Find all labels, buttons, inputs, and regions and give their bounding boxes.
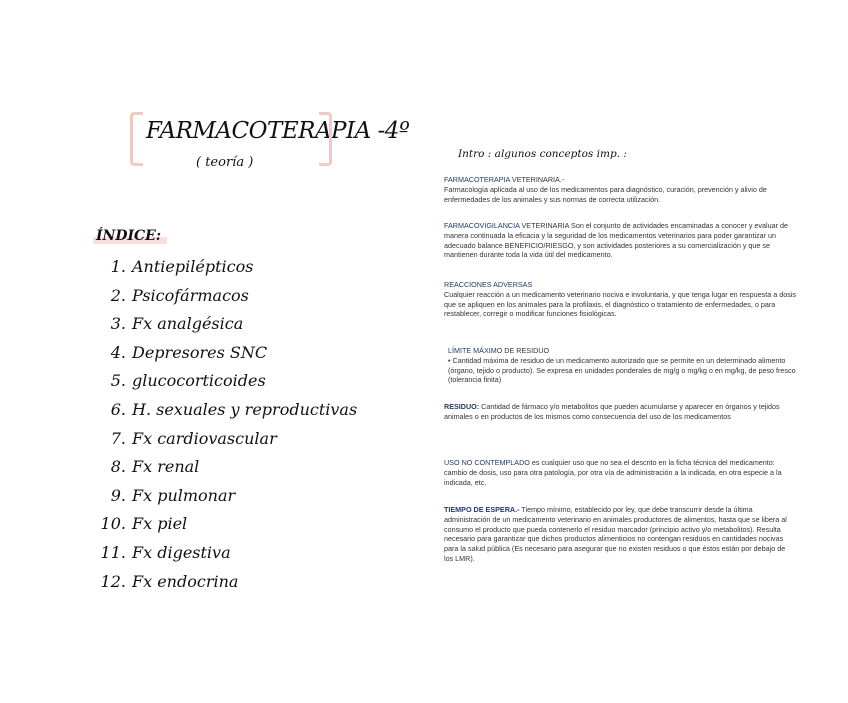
section-term: RESIDUO: [444,402,480,411]
section-body: es cualquier uso que no sea el descrito en la ficha técnica del medicamento: cambio de dosis, uso para otra patología, por otra vía de administración a la indicada, en otra especie a la indicada, etc. [444,458,782,487]
page-title: FARMACOTERAPIA -4º [146,118,410,144]
section-tiempo-de-espera [444,505,796,564]
index-item: 2. Psicofármacos [110,285,249,305]
intro-heading: Intro : algunos conceptos imp. : [458,148,627,160]
section-farmacoterapia: FARMACOTERAPIA VETERINARIA.- Farmacología aplicada al uso de los medicamentos para diagnóstico, curación, prevención y alivio de enfermedades de los animales y sus normas de correcta utilización. [444,175,796,204]
index-list [100,257,357,600]
section-term: USO NO CONTEMPLADO [444,458,530,467]
index-item: 6. H. sexuales y reproductivas [110,399,358,419]
section-body: Cualquier reacción a un medicamento veterinario nociva e involuntaria, y que tenga lugar en respuesta a dosis que se apliquen en los animales para la profilaxis, el diagnóstico o tratamiento de enfermedades, o para restablecer, corregir o modificar funciones fisiológicas. [444,289,796,319]
section-uso-no-contemplado [444,458,796,487]
page-subtitle: ( teoría ) [196,155,254,170]
section-body: Farmacología aplicada al uso de los medicamentos para diagnóstico, curación, prevención y alivio de enfermedades de los animales y sus normas de correcta utilización. [444,184,767,204]
right-bracket-decoration [319,112,332,166]
section-body: Cantidad de fármaco y/o metabolitos que pueden acumularse y aparecer en órganos y tejidos animales o en productos de los mismos como consecuencia del uso de los medicamentos [444,402,780,421]
index-item: 8. Fx renal [110,457,200,477]
section-term: TIEMPO DE ESPERA.- [444,505,520,514]
index-item: 10. Fx piel [100,514,188,534]
section-limite-maximo: LÍMITE MÁXIMO DE RESIDUO • Cantidad máxima de residuo de un medicamento autorizado que se permite en un determinado alimento (órgano, tejido o producto). Se expresa en unidades ponderales de mg/g o mg/kg o en mg/kg, de peso fresco (tolerancia finita) [448,346,800,385]
section-term: REACCIONES ADVERSAS [444,280,533,289]
section-body: Tiempo mínimo, establecido por ley, que debe transcurrir desde la última administración de un medicamento veterinario en animales productores de alimentos, hasta que se libera al consumo el producto que pueda contenerlo el residuo marcador (principio activo y/o metabolitos). Resulta necesario para garantizar que dichos productos alimenticios no contengan residuos en cantidades nocivas para la salud pública (Es necesario para asegurar que no existen residuos o que éstos están por debajo de los LMR). [444,505,787,563]
section-term: FARMACOTERAPIA [444,175,510,184]
index-heading: ÍNDICE: [96,228,162,244]
section-body: • Cantidad máxima de residuo de un medicamento autorizado que se permite en un determinado alimento (órgano, tejido o producto). Se expresa en unidades ponderales de mg/g o mg/kg o en mg/kg, de peso fresco (tolerancia finita) [448,355,796,385]
index-item: 1. Antiepilépticos [110,257,254,276]
section-term: FARMACOVIGILANCIA [444,221,520,230]
index-item: 12. Fx endocrina [100,571,239,591]
section-body: Son el conjunto de actividades encaminadas a conocer y evaluar de manera continuada la eficacia y la seguridad de los medicamentos veterinarios para poder garantizar un adecuado balance BENEFICIO/RIESGO, y son actividades posteriores a su comercialización y que se mantienen durante toda la vida útil del medicamento. [444,221,788,260]
index-item: 9. Fx pulmonar [110,485,236,505]
index-item: 4. Depresores SNC [110,342,268,362]
index-item: 7. Fx cardiovascular [110,428,277,448]
section-residuo [444,402,796,422]
section-farmacovigilancia: FARMACOVIGILANCIA VETERINARIA Son el conjunto de actividades encaminadas a conocer y evaluar de manera continuada la eficacia y la seguridad de los medicamentos veterinarios para poder garantizar un adecuado balance BENEFICIO/RIESGO, y son actividades posteriores a su comercialización y que se mantienen durante toda la vida útil del medicamento. [444,221,788,260]
section-term: LÍMITE MÁXIMO [448,346,503,355]
index-item: 11. Fx digestiva [100,542,231,562]
left-bracket-decoration [130,112,143,166]
index-item: 5. glucocorticoides [110,371,266,391]
index-item: 3. Fx analgésica [110,314,244,334]
section-reacciones-adversas [444,280,796,319]
